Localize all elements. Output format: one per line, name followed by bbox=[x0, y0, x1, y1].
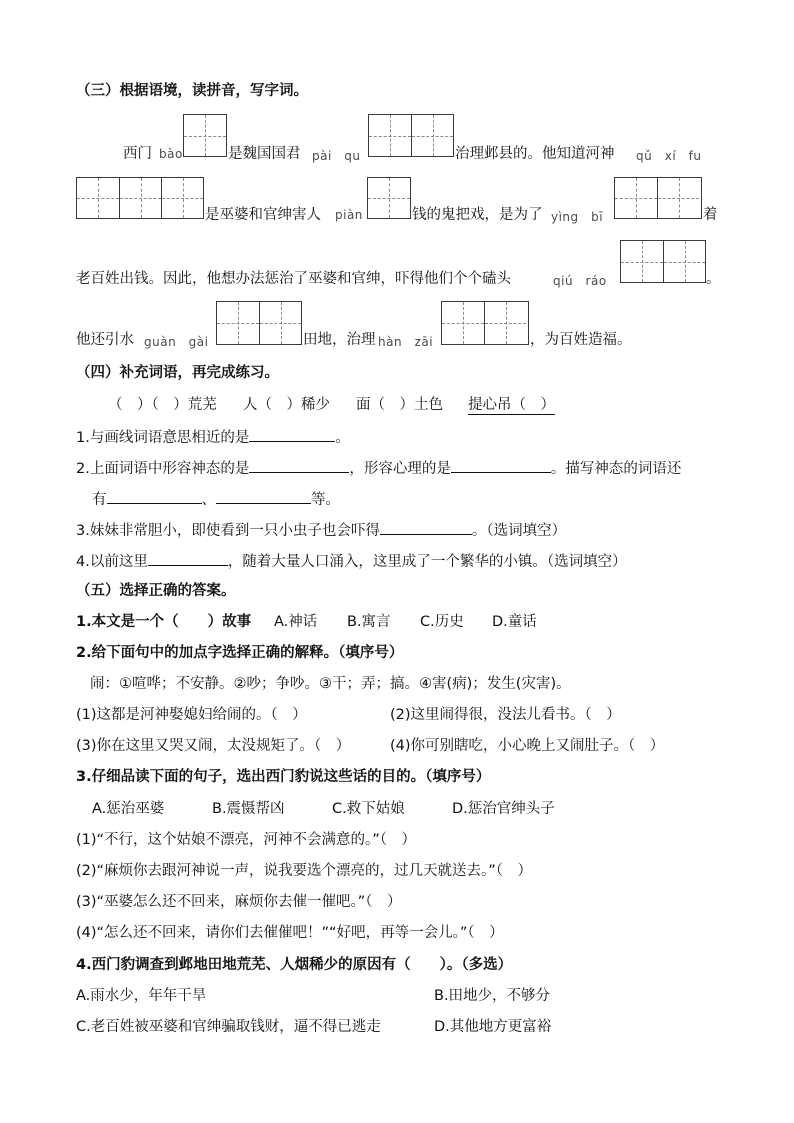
text-line4-a: 他还引水 bbox=[76, 332, 134, 348]
q4-2-text-a: 2.上面词语中形容神态的是 bbox=[76, 461, 250, 477]
text-line2-a: 是巫婆和官绅害人 bbox=[205, 207, 321, 223]
q5-1-option-a[interactable]: A.神话 bbox=[274, 614, 318, 630]
word-blank-3[interactable]: 面（ ）土色 bbox=[356, 397, 443, 413]
q5-4-option-b[interactable]: B.田地少，不够分 bbox=[434, 988, 551, 1004]
answer-grid-quxifu[interactable] bbox=[76, 177, 204, 219]
q4-3-text-b: 。（选词填空） bbox=[471, 523, 567, 539]
text-line1-a: 西门 bbox=[123, 146, 152, 162]
pinyin-hanzai: hàn zāi bbox=[378, 335, 434, 349]
q4-2-text-c: 。描写神态的词语还 bbox=[550, 461, 682, 477]
pinyin-quxifu: qǔ xí fu bbox=[636, 149, 702, 163]
q4-2-text-e: 、 bbox=[201, 492, 216, 508]
q5-2-sentence-3[interactable]: (3)你在这里又哭又闹，太没规矩了。（ ） bbox=[76, 738, 351, 754]
q4-4-text-a: 4.以前这里 bbox=[76, 554, 148, 570]
answer-line[interactable] bbox=[249, 427, 335, 442]
q4-1-text: 1.与画线词语意思相近的是 bbox=[76, 430, 250, 446]
pinyin-bao: bào bbox=[159, 147, 183, 161]
q5-3-sentence-1[interactable]: (1)“不行，这个姑娘不漂亮，河神不会满意的。”（ ） bbox=[76, 832, 417, 848]
q5-1-option-d[interactable]: D.童话 bbox=[492, 614, 537, 630]
q5-4-option-c[interactable]: C.老百姓被巫婆和官绅骗取钱财，逼不得已逃走 bbox=[76, 1019, 381, 1035]
q5-3-option-b[interactable]: B.震慑帮凶 bbox=[212, 801, 285, 817]
word-blank-4-underlined[interactable]: 提心吊（ ） bbox=[468, 397, 555, 413]
q4-2-text-d: 有 bbox=[92, 492, 107, 508]
q4-4-text-b: ，随着大量人口涌入，这里成了一个繁华的小镇。（选词填空） bbox=[227, 554, 627, 570]
text-line2-b: 钱的鬼把戏，是为了 bbox=[412, 207, 543, 223]
pinyin-yingbi: yìng bī bbox=[551, 210, 604, 224]
q5-2-definition: 闹：①喧哗；不安静。②吵；争吵。③干；弄；搞。④害(病)；发生(灾害)。 bbox=[90, 676, 571, 692]
text-line1-c: 治理邺县的。他知道河神 bbox=[455, 146, 615, 162]
q4-4 bbox=[76, 551, 627, 571]
q5-1-stem: 1.本文是一个（ ）故事 bbox=[76, 614, 252, 630]
section-4-title: （四）补充词语，再完成练习。 bbox=[76, 365, 279, 381]
answer-grid-qiurao[interactable] bbox=[620, 240, 706, 283]
answer-grid-guangai[interactable] bbox=[216, 301, 302, 345]
answer-grid-paiqu[interactable] bbox=[368, 114, 454, 157]
q5-2-sentence-1[interactable]: (1)这都是河神娶媳妇给闹的。（ ） bbox=[76, 707, 307, 723]
pinyin-pian: piàn bbox=[335, 208, 363, 222]
q5-3-option-c[interactable]: C.救下姑娘 bbox=[332, 801, 405, 817]
text-line3-a: 老百姓出钱。因此，他想办法惩治了巫婆和官绅，吓得他们个个磕头 bbox=[76, 271, 511, 287]
q5-4-option-a[interactable]: A.雨水少，年年干旱 bbox=[76, 988, 207, 1004]
q5-3-title: 3.仔细品读下面的句子，选出西门豹说这些话的目的。（填序号） bbox=[76, 769, 491, 785]
q4-3-text-a: 3.妹妹非常胆小，即使看到一只小虫子也会吓得 bbox=[76, 523, 380, 539]
pinyin-qiurao: qiú ráo bbox=[553, 274, 607, 288]
text-line4-c: ，为百姓造福。 bbox=[530, 332, 632, 348]
q5-4-option-d[interactable]: D.其他地方更富裕 bbox=[434, 1019, 552, 1035]
q4-3 bbox=[76, 520, 566, 540]
text-line2-c: 着 bbox=[703, 207, 718, 223]
q5-2-sentence-4[interactable]: (4)你可别瞎吃，小心晚上又闹肚子。（ ） bbox=[390, 738, 665, 754]
q5-1-option-b[interactable]: B.寓言 bbox=[347, 614, 391, 630]
q5-3-sentence-3[interactable]: (3)“巫婆怎么还不回来，麻烦你去催一催吧。”（ ） bbox=[76, 894, 402, 910]
answer-line[interactable] bbox=[380, 520, 472, 535]
answer-grid-hanzai[interactable] bbox=[441, 301, 529, 345]
q5-2-sentence-2[interactable]: (2)这里闹得很，没法儿看书。（ ） bbox=[390, 707, 621, 723]
text-line3-b: 。 bbox=[706, 271, 721, 287]
q5-3-option-a[interactable]: A.惩治巫婆 bbox=[92, 801, 165, 817]
answer-grid-yingbi[interactable] bbox=[614, 177, 702, 219]
text-line1-b: 是魏国国君 bbox=[228, 146, 301, 162]
q4-1 bbox=[76, 427, 350, 447]
q4-1-end: 。 bbox=[335, 430, 350, 446]
word-blank-1[interactable]: （ ）（ ）荒芜 bbox=[108, 397, 217, 413]
q4-2-text-b: ，形容心理的是 bbox=[349, 461, 451, 477]
q4-2 bbox=[76, 458, 681, 478]
pinyin-guangai: guàn gài bbox=[144, 335, 209, 349]
answer-line[interactable] bbox=[107, 489, 202, 504]
text-line4-b: 田地，治理 bbox=[303, 332, 376, 348]
answer-line[interactable] bbox=[249, 458, 349, 473]
section-3-title: （三）根据语境，读拼音，写字词。 bbox=[76, 83, 308, 99]
answer-grid-pian[interactable] bbox=[367, 177, 411, 219]
q5-3-option-d[interactable]: D.惩治官绅头子 bbox=[452, 801, 555, 817]
answer-line[interactable] bbox=[148, 551, 228, 566]
answer-line[interactable] bbox=[216, 489, 311, 504]
q4-2-cont bbox=[92, 489, 340, 509]
q5-3-sentence-2[interactable]: (2)“麻烦你去跟河神说一声，说我要选个漂亮的，过几天就送去。”（ ） bbox=[76, 863, 533, 879]
q5-1-option-c[interactable]: C.历史 bbox=[420, 614, 464, 630]
q5-2-title: 2.给下面句中的加点字选择正确的解释。（填序号） bbox=[76, 645, 404, 661]
section-5-title: （五）选择正确的答案。 bbox=[76, 583, 236, 599]
q4-2-text-f: 等。 bbox=[311, 492, 340, 508]
answer-grid-bao[interactable] bbox=[183, 114, 227, 157]
word-blank-2[interactable]: 人（ ）稀少 bbox=[243, 397, 330, 413]
answer-line[interactable] bbox=[451, 458, 551, 473]
q5-4-title: 4.西门豹调查到邺地田地荒芜、人烟稀少的原因有（ ）。（多选） bbox=[76, 957, 513, 973]
pinyin-paiqu: pài qu bbox=[312, 149, 361, 163]
q5-3-sentence-4[interactable]: (4)“怎么还不回来，请你们去催催吧！”“好吧，再等一会儿。”（ ） bbox=[76, 925, 504, 941]
